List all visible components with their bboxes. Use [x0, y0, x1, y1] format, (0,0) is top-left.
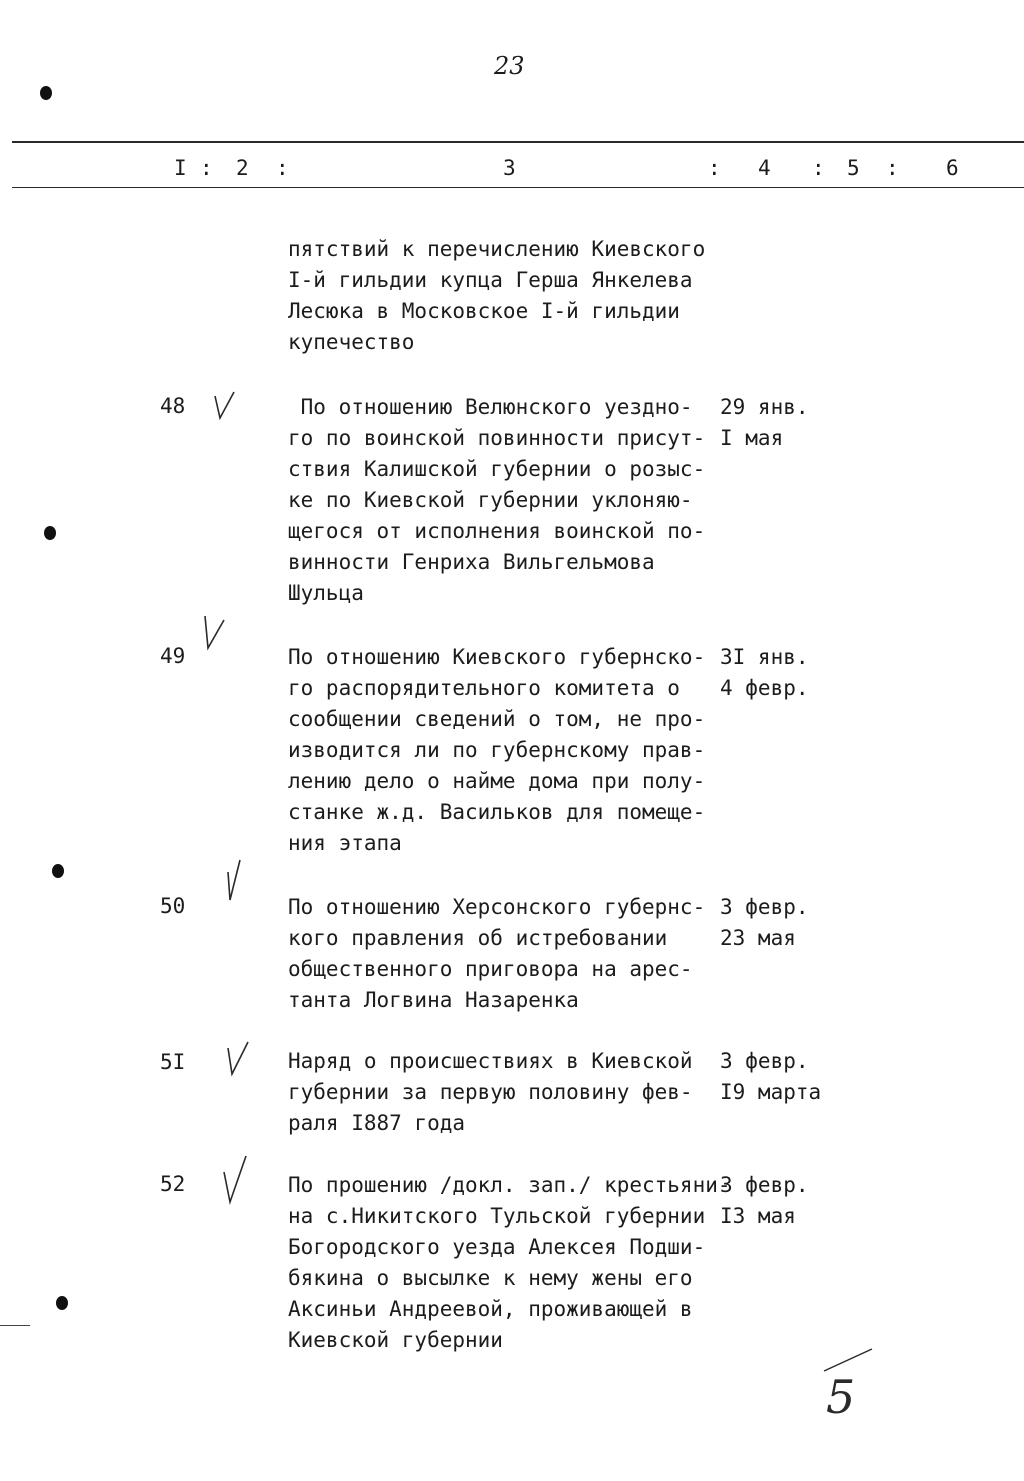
header-top-rule: [12, 141, 1024, 143]
text-line: го по воинской повинности присут-: [288, 426, 706, 450]
date-end: 23 мая: [720, 926, 796, 950]
column-number-6: 6: [946, 156, 959, 180]
entry-description: [288, 392, 718, 609]
entry-dates: [720, 1046, 821, 1108]
entry-description: [288, 1046, 718, 1139]
text-line: сообщении сведений о том, не про-: [288, 707, 706, 731]
text-line: на с.Никитского Тульской губернии: [288, 1204, 706, 1228]
text-line: станке ж.д. Васильков для помеще-: [288, 800, 706, 824]
entry-description: [288, 642, 718, 859]
check-mark-icon: [216, 1150, 256, 1208]
column-number-1: I: [174, 156, 187, 180]
column-separator: :: [276, 156, 289, 180]
column-separator: :: [886, 156, 899, 180]
entry-number: 49: [160, 644, 186, 668]
date-end: I мая: [720, 426, 784, 450]
entry-description: [288, 1170, 731, 1356]
entry-description: [288, 892, 718, 1016]
date-end: 4 февр.: [720, 676, 809, 700]
check-mark-icon: [220, 1036, 254, 1080]
check-mark-icon: [198, 606, 232, 652]
date-end: I3 мая: [720, 1204, 796, 1228]
text-line: лению дело о найме дома при полу-: [288, 769, 706, 793]
entry-dates: [720, 892, 809, 954]
text-line: раля I887 года: [288, 1111, 466, 1135]
text-line: щегося от исполнения воинской по-: [288, 519, 706, 543]
column-number-5: 5: [847, 156, 860, 180]
column-number-3: 3: [503, 156, 516, 180]
text-line: танта Логвина Назаренка: [288, 988, 579, 1012]
text-line: Лесюка в Московское I-й гильдии: [288, 299, 680, 323]
text-line: ствия Калишской губернии о розыс-: [288, 457, 706, 481]
text-line: бякина о высылке к нему жены его: [288, 1266, 693, 1290]
punch-hole-icon: [44, 526, 56, 540]
text-line: купечество: [288, 330, 415, 354]
page-number: 23: [494, 52, 525, 80]
text-line: ния этапа: [288, 831, 402, 855]
entry-dates: [720, 642, 809, 704]
punch-hole-icon: [56, 1296, 68, 1310]
text-line: Аксиньи Андреевой, проживающей в: [288, 1297, 693, 1321]
text-line: По отношению Киевского губернско-: [288, 645, 706, 669]
punch-hole-icon: [40, 86, 52, 100]
column-separator: :: [200, 156, 213, 180]
text-line: По прошению /докл. зап./ крестьяни-: [288, 1173, 731, 1197]
scan-edge-mark: [0, 1325, 30, 1326]
text-line: губернии за первую половину фев-: [288, 1080, 693, 1104]
text-line: ке по Киевской губернии уклоняю-: [288, 488, 693, 512]
check-mark-icon: [220, 854, 250, 904]
continuation-text: [288, 234, 718, 358]
entry-dates: [720, 392, 809, 454]
check-mark-icon: [208, 388, 238, 424]
handwritten-folio-number: 5: [826, 1370, 856, 1424]
entry-number: 48: [160, 394, 186, 418]
date-end: I9 марта: [720, 1080, 822, 1104]
text-line: Киевской губернии: [288, 1328, 503, 1352]
text-line: Наряд о происшествиях в Киевской: [288, 1049, 693, 1073]
entry-dates: [720, 1170, 809, 1232]
text-line: кого правления об истребовании: [288, 926, 668, 950]
date-start: 29 янв.: [720, 395, 809, 419]
entry-number: 52: [160, 1172, 186, 1196]
text-line: изводится ли по губернскому прав-: [288, 738, 706, 762]
text-line: По отношению Херсонского губернс-: [288, 895, 706, 919]
entry-number: 50: [160, 894, 186, 918]
text-line: общественного приговора на арес-: [288, 957, 693, 981]
text-line: го распорядительного комитета о: [288, 676, 680, 700]
text-line: I-й гильдии купца Герша Янкелева: [288, 268, 693, 292]
text-line: пятствий к перечислению Киевского: [288, 237, 706, 261]
column-separator: :: [812, 156, 825, 180]
text-line: винности Генриха Вильгельмова: [288, 550, 655, 574]
date-start: 3I янв.: [720, 645, 809, 669]
date-start: 3 февр.: [720, 895, 809, 919]
text-line: Шульца: [288, 581, 364, 605]
text-line: По отношению Велюнского уездно-: [288, 395, 693, 419]
date-start: 3 февр.: [720, 1173, 809, 1197]
text-line: Богородского уезда Алексея Подши-: [288, 1235, 706, 1259]
column-separator: :: [708, 156, 721, 180]
column-number-4: 4: [758, 156, 771, 180]
punch-hole-icon: [52, 864, 64, 878]
header-bottom-rule: [12, 187, 1024, 188]
entry-number: 5I: [160, 1050, 186, 1074]
column-number-2: 2: [236, 156, 249, 180]
date-start: 3 февр.: [720, 1049, 809, 1073]
